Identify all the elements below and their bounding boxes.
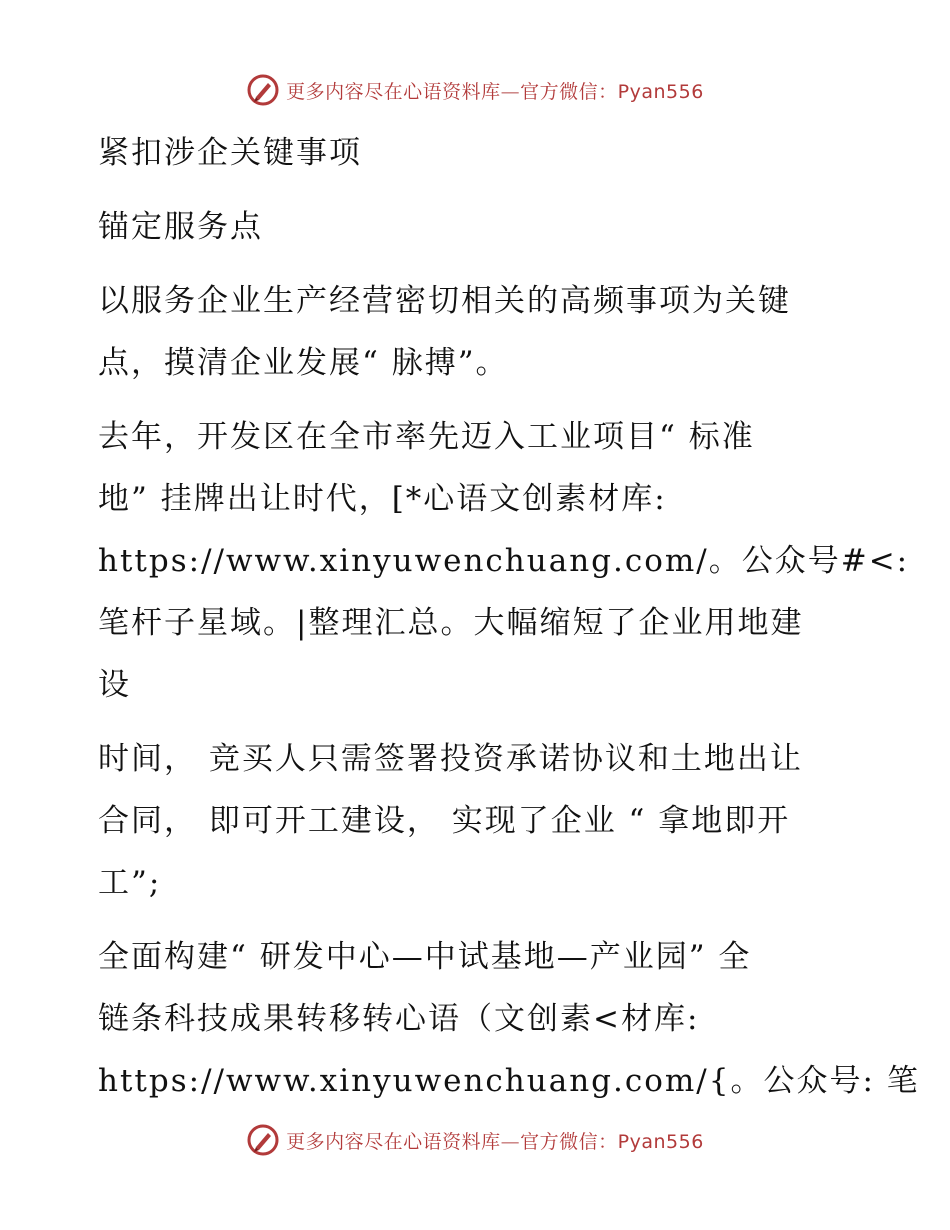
- watermark-sep: —: [500, 80, 521, 103]
- watermark-sep: —: [500, 1130, 521, 1153]
- text-line: 合同， 即可开工建设， 实现了企业 “ 拿地即开: [98, 803, 791, 839]
- watermark-text: [286, 77, 704, 104]
- text-line: 全面构建“ 研发中心—中试基地—产业园” 全: [98, 939, 752, 975]
- watermark-contact: 官方微信：Pyan556: [520, 1130, 704, 1153]
- text-line: 地” 挂牌出让时代，[*心语文创素材库:: [98, 481, 667, 517]
- footer-watermark: [0, 1120, 950, 1160]
- text-line: https://www.xinyuwenchuang.com/。公众号#<:: [98, 543, 910, 579]
- text-line: 以服务企业生产经营密切相关的高频事项为关键: [98, 283, 791, 319]
- watermark-main: 更多内容尽在心语资料库: [286, 1130, 501, 1153]
- text-line: 链条科技成果转移转心语（文创素<材库:: [98, 1001, 700, 1037]
- text-line: 去年，开发区在全市率先迈入工业项目“ 标准: [98, 419, 755, 455]
- watermark-main: 更多内容尽在心语资料库: [286, 80, 501, 103]
- header-watermark: [0, 70, 950, 110]
- text-line: 点，摸清企业发展“ 脉搏”。: [98, 345, 509, 381]
- pen-logo-icon: [246, 73, 280, 107]
- watermark-text: [286, 1127, 704, 1154]
- text-line: 笔杆子星域。|整理汇总。大幅缩短了企业用地建: [98, 605, 804, 641]
- text-line: 紧扣涉企关键事项: [98, 135, 362, 171]
- text-line: 设: [98, 667, 131, 703]
- text-line: 锚定服务点: [98, 209, 263, 245]
- text-line: https://www.xinyuwenchuang.com/{。公众号: 笔: [98, 1063, 920, 1099]
- pen-logo-icon: [246, 1123, 280, 1157]
- text-line: 工”;: [98, 865, 162, 901]
- watermark-contact: 官方微信：Pyan556: [520, 80, 704, 103]
- document-body: [98, 122, 920, 1112]
- text-line: 时间， 竞买人只需签署投资承诺协议和土地出让: [98, 741, 803, 777]
